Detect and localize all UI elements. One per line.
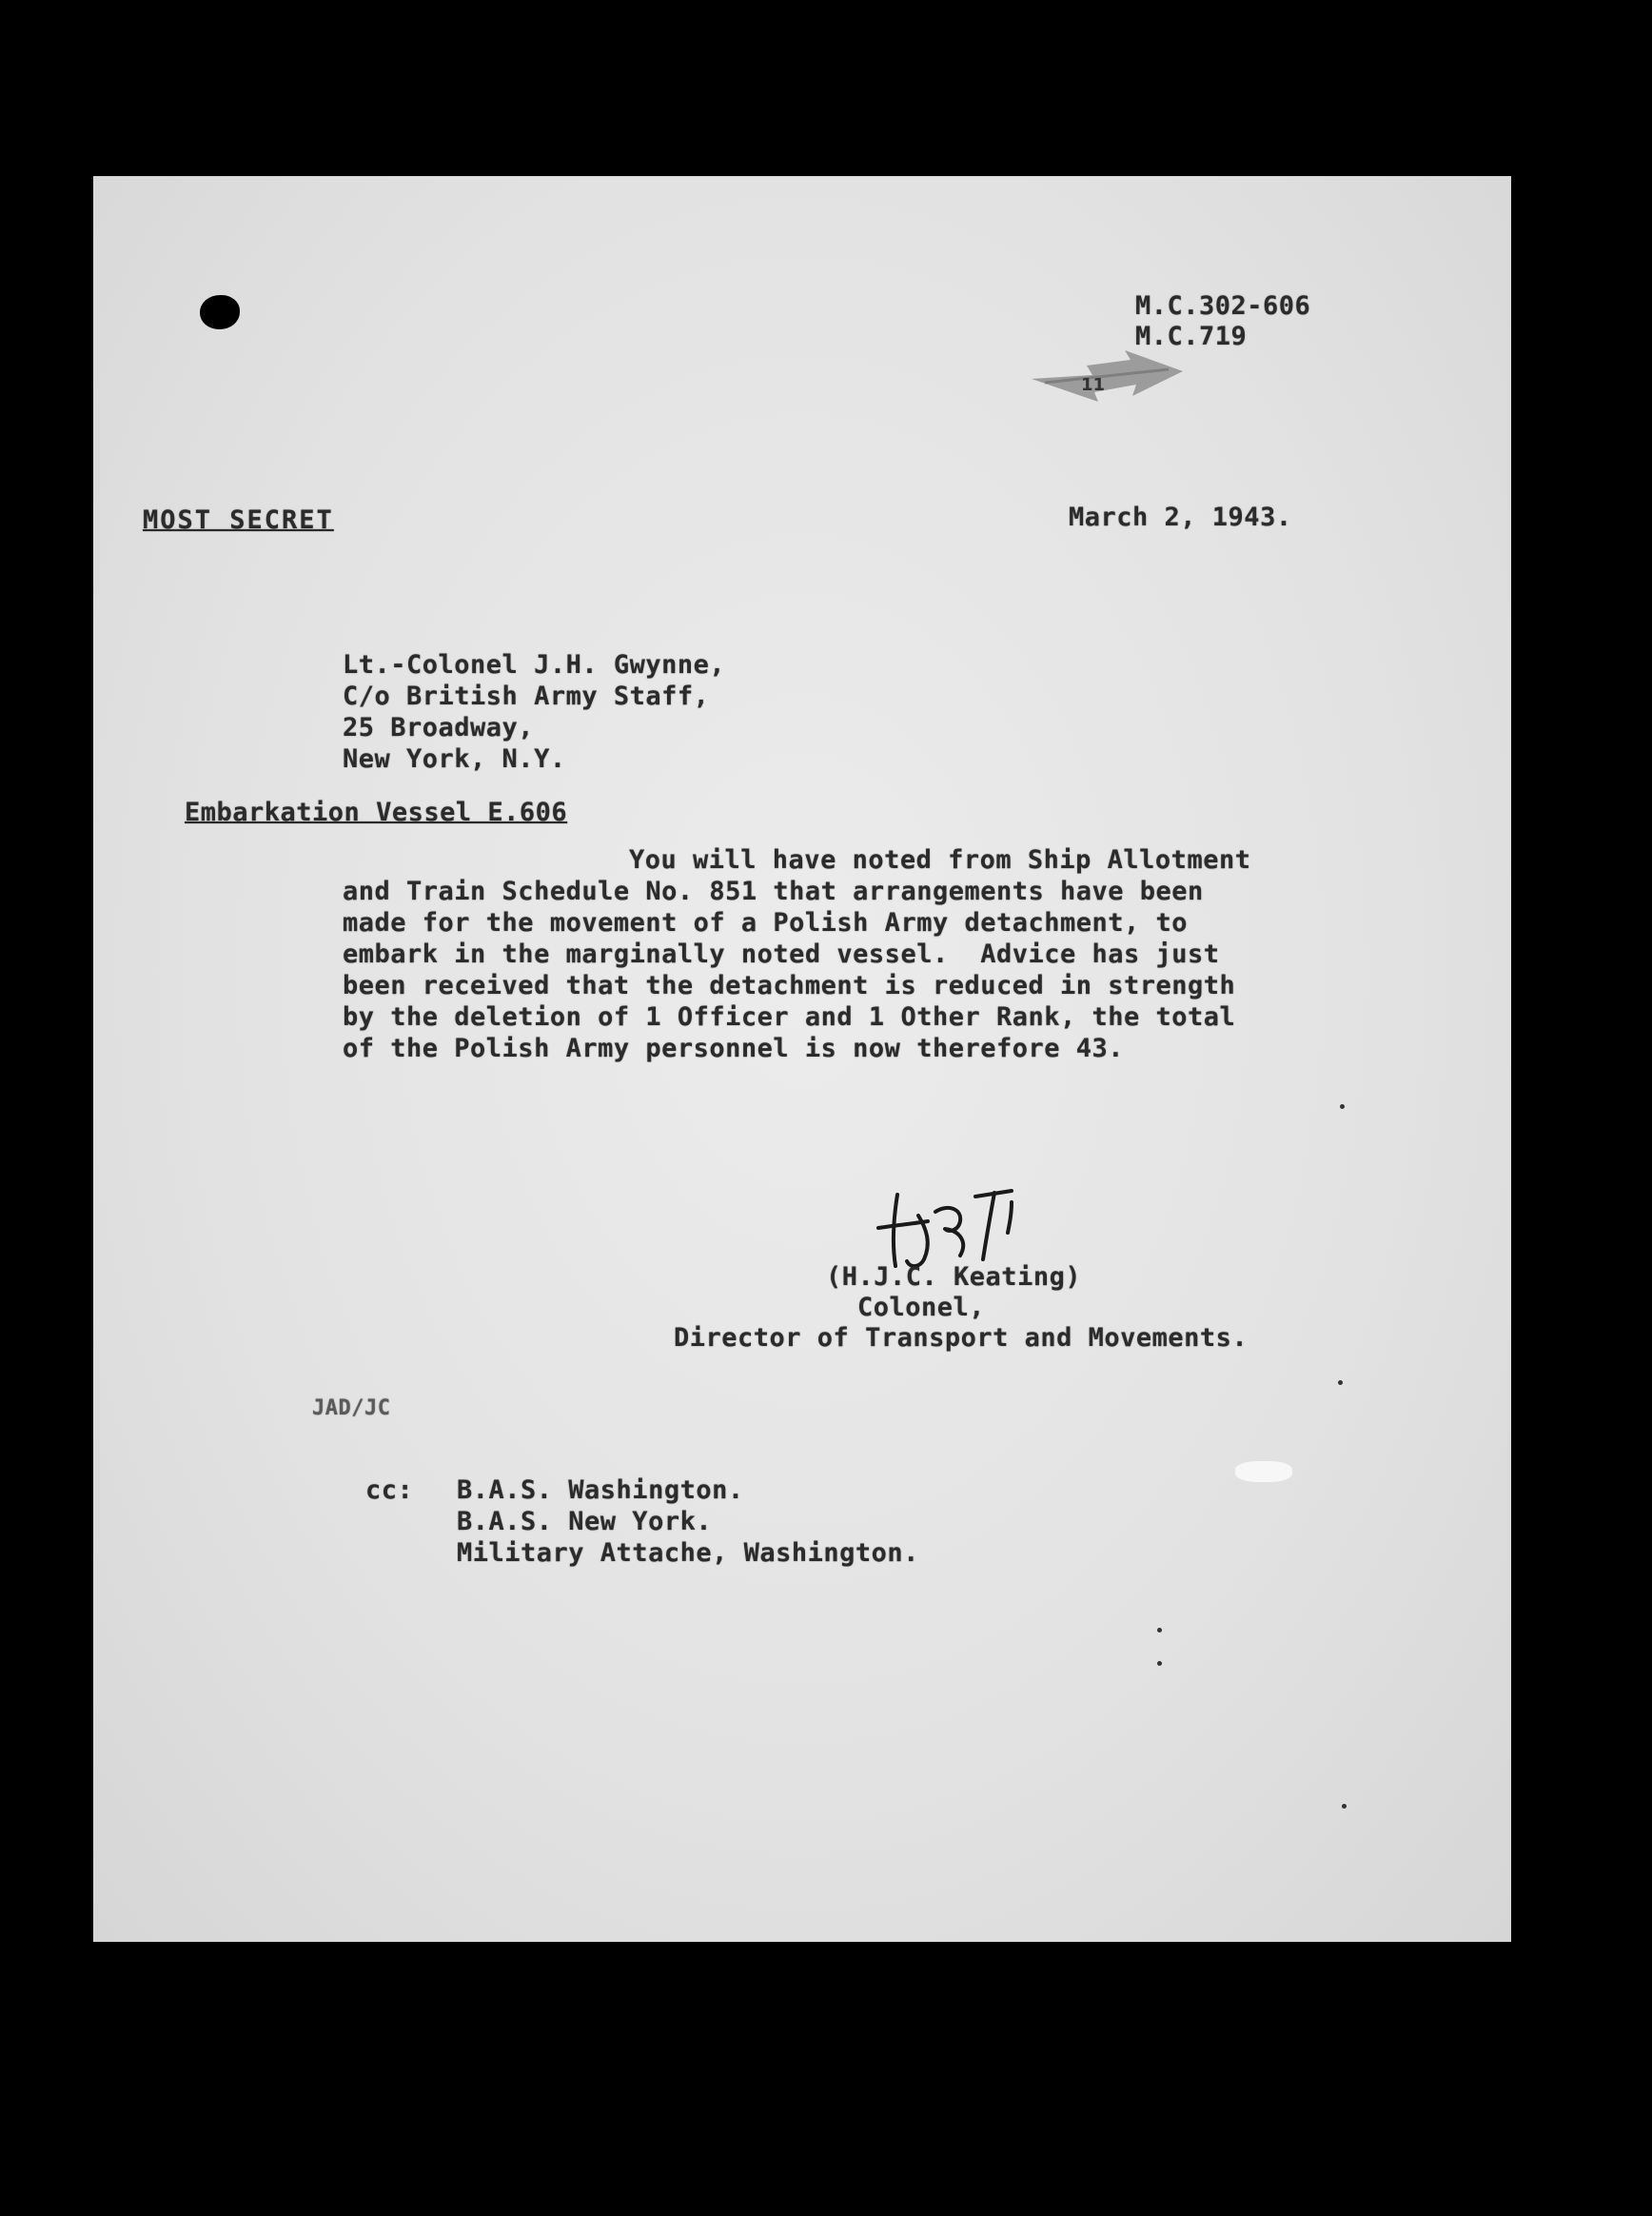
body-line: been received that the detachment is reduced in strength — [343, 971, 1236, 1000]
paper-speck — [1342, 1804, 1347, 1809]
addressee-line-1: Lt.-Colonel J.H. Gwynne, — [343, 650, 726, 680]
paper-speck — [1157, 1661, 1162, 1666]
body-line: made for the movement of a Polish Army detachment, to — [343, 908, 1189, 938]
addressee-line-3: 25 Broadway, — [343, 713, 535, 742]
svg-text:11: 11 — [1081, 375, 1106, 395]
arrow-stamp-icon — [1026, 343, 1188, 419]
punch-hole — [200, 295, 240, 329]
paper-smudge — [1235, 1461, 1292, 1482]
cc-label: cc: — [365, 1475, 414, 1505]
classification-label: MOST SECRET — [143, 505, 334, 535]
letter-date: March 2, 1943. — [1069, 503, 1292, 532]
document-page — [93, 176, 1511, 1942]
cc-recipient: Military Attache, Washington. — [457, 1538, 919, 1568]
paper-speck — [1157, 1628, 1162, 1632]
addressee-line-4: New York, N.Y. — [343, 744, 566, 774]
body-line: embark in the marginally noted vessel. Advice has just — [343, 940, 1220, 969]
addressee-line-2: C/o British Army Staff, — [343, 682, 710, 711]
signatory-title: Director of Transport and Movements. — [674, 1323, 1249, 1353]
file-ref-2: M.C.719 — [1135, 322, 1248, 351]
file-ref-1: M.C.302-606 — [1135, 291, 1311, 321]
paper-speck — [1340, 1104, 1345, 1109]
signatory-rank: Colonel, — [857, 1293, 986, 1322]
typist-initials: JAD/JC — [312, 1396, 391, 1420]
paper-speck — [1338, 1380, 1343, 1385]
body-line: of the Polish Army personnel is now therefore 43. — [343, 1034, 1125, 1063]
body-line: and Train Schedule No. 851 that arrangements have been — [343, 877, 1204, 906]
signatory-name: (H.J.C. Keating) — [826, 1262, 1082, 1292]
cc-recipient: B.A.S. New York. — [457, 1507, 713, 1536]
subject-line: Embarkation Vessel E.606 — [185, 798, 568, 827]
cc-recipient: B.A.S. Washington. — [457, 1475, 744, 1505]
body-line: by the deletion of 1 Officer and 1 Other Rank, the total — [343, 1002, 1236, 1032]
body-line: You will have noted from Ship Allotment — [629, 845, 1251, 875]
